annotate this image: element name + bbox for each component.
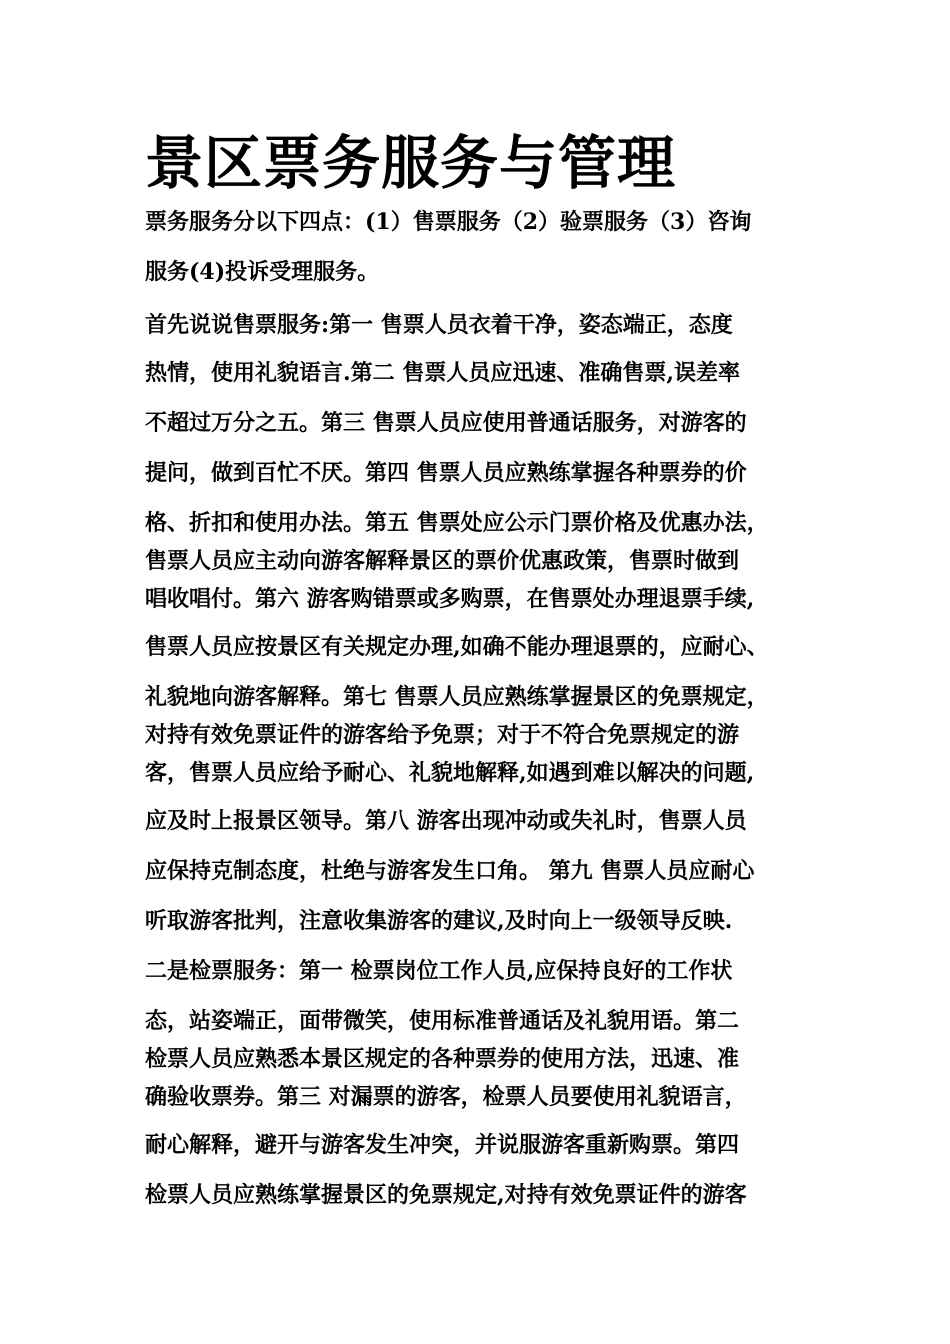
paragraph-line: 提问，做到百忙不厌。第四 售票人员应熟练掌握各种票券的价 xyxy=(145,460,747,486)
paragraph-line: 唱收唱付。第六 游客购错票或多购票，在售票处办理退票手续, xyxy=(145,586,755,612)
paragraph-line: 应及时上报景区领导。第八 游客出现冲动或失礼时，售票人员 xyxy=(145,808,747,834)
paragraph-line: 二是检票服务：第一 检票岗位工作人员,应保持良好的工作状 xyxy=(145,958,733,984)
paragraph-line: 不超过万分之五。第三 售票人员应使用普通话服务，对游客的 xyxy=(145,410,747,436)
paragraph-line: 热情，使用礼貌语言.第二 售票人员应迅速、准确售票,误差率 xyxy=(145,360,740,386)
paragraph-line: 检票人员应熟练掌握景区的免票规定,对持有效免票证件的游客 xyxy=(145,1182,747,1208)
paragraph-line: 确验收票券。第三 对漏票的游客，检票人员要使用礼貌语言， xyxy=(145,1084,747,1110)
paragraph-line: 应保持克制态度，杜绝与游客发生口角。 第九 售票人员应耐心 xyxy=(145,858,755,884)
paragraph-line: 态，站姿端正，面带微笑，使用标准普通话及礼貌用语。第二 xyxy=(145,1008,740,1034)
paragraph-line: 客，售票人员应给予耐心、礼貌地解释,如遇到难以解决的问题, xyxy=(145,760,755,786)
document-title: 景区票务服务与管理 xyxy=(145,129,677,197)
paragraph-line: 礼貌地向游客解释。第七 售票人员应熟练掌握景区的免票规定， xyxy=(145,684,769,710)
paragraph-line: 服务(4)投诉受理服务。 xyxy=(145,259,380,285)
paragraph-line: 票务服务分以下四点：(1）售票服务（2）验票服务（3）咨询 xyxy=(145,209,752,235)
paragraph-line: 听取游客批判，注意收集游客的建议,及时向上一级领导反映. xyxy=(145,908,733,934)
paragraph-line: 首先说说售票服务:第一 售票人员衣着干净，姿态端正，态度 xyxy=(145,312,733,338)
paragraph-line: 格、折扣和使用办法。第五 售票处应公示门票价格及优惠办法， xyxy=(145,510,769,536)
paragraph-line: 对持有效免票证件的游客给予免票；对于不符合免票规定的游 xyxy=(145,722,740,748)
paragraph-line: 检票人员应熟悉本景区规定的各种票券的使用方法，迅速、准 xyxy=(145,1046,740,1072)
paragraph-line: 售票人员应按景区有关规定办理,如确不能办理退票的，应耐心、 xyxy=(145,634,769,660)
paragraph-line: 售票人员应主动向游客解释景区的票价优惠政策，售票时做到 xyxy=(145,548,740,574)
paragraph-line: 耐心解释，避开与游客发生冲突，并说服游客重新购票。第四 xyxy=(145,1132,740,1158)
